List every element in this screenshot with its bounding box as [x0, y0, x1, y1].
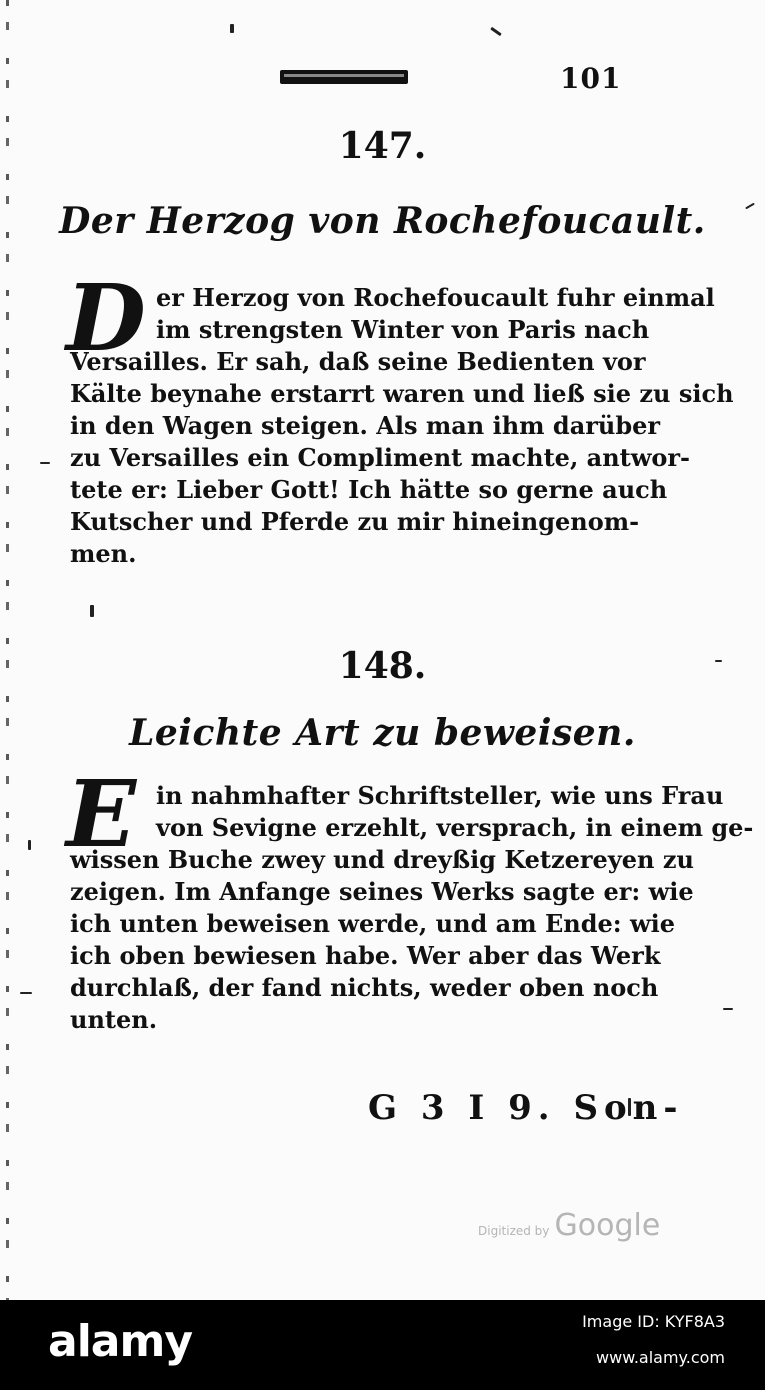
- text-line: ich unten beweisen werde, und am Ende: wie: [70, 909, 676, 938]
- text-line: zu Versailles ein Compliment machte, antwor-: [70, 443, 691, 472]
- text-line: ich oben bewiesen habe. Wer aber das Werk: [70, 941, 661, 970]
- ink-speck: [28, 840, 31, 850]
- text-line: zeigen. Im Anfange seines Werks sagte er: wie: [70, 877, 694, 906]
- alamy-logo: alamy: [48, 1316, 192, 1367]
- text-line: Kälte beynahe erstarrt waren und ließ sie zu sich: [70, 379, 734, 408]
- text-line: von Sevigne erzehlt, versprach, in einem ge-: [156, 813, 754, 842]
- ink-speck: [230, 24, 234, 33]
- google-logo: Google: [554, 1208, 661, 1243]
- watermark-prefix: Digitized by: [478, 1224, 550, 1238]
- text-line: durchlaß, der fand nichts, weder oben noch: [70, 973, 659, 1002]
- text-line: Versailles. Er sah, daß seine Bedienten vor: [70, 347, 646, 376]
- text-line: er Herzog von Rochefoucault fuhr einmal: [156, 283, 715, 312]
- entry-147-number: 147.: [338, 125, 427, 167]
- footer-url: www.alamy.com: [596, 1348, 725, 1367]
- text-line: men.: [70, 539, 137, 568]
- entry-148-dropcap: E: [66, 760, 137, 868]
- ink-speck: [490, 27, 502, 36]
- signature-catchword: G 3 I 9. Son-: [368, 1088, 684, 1128]
- entry-147-title: Der Herzog von Rochefoucault.: [59, 200, 706, 242]
- text-line: unten.: [70, 1005, 158, 1034]
- page-number: 101: [560, 62, 622, 95]
- ink-speck: [40, 462, 50, 464]
- image-id: Image ID: KYF8A3: [582, 1312, 725, 1331]
- entry-148-number: 148.: [338, 645, 427, 687]
- text-line: in den Wagen steigen. Als man ihm darüber: [70, 411, 661, 440]
- entry-147-dropcap: D: [66, 264, 146, 372]
- text-line: wissen Buche zwey und dreyßig Ketzereyen zu: [70, 845, 694, 874]
- google-digitized-watermark: [478, 1208, 660, 1243]
- entry-147-paragraph: [70, 282, 734, 570]
- text-line: tete er: Lieber Gott! Ich hätte so gerne auch: [70, 475, 668, 504]
- stock-footer-bar: [0, 1300, 765, 1390]
- entry-148-title: Leichte Art zu beweisen.: [129, 712, 636, 754]
- text-line: in nahmhafter Schriftsteller, wie uns Frau: [156, 781, 724, 810]
- ink-speck: [90, 605, 94, 617]
- text-line: Kutscher und Pferde zu mir hineingenom-: [70, 507, 640, 536]
- ink-speck: [723, 1008, 733, 1010]
- ink-speck: [20, 992, 32, 994]
- header-ornament-rule: [280, 70, 408, 84]
- text-line: im strengsten Winter von Paris nach: [156, 315, 650, 344]
- entry-148-paragraph: [70, 780, 754, 1036]
